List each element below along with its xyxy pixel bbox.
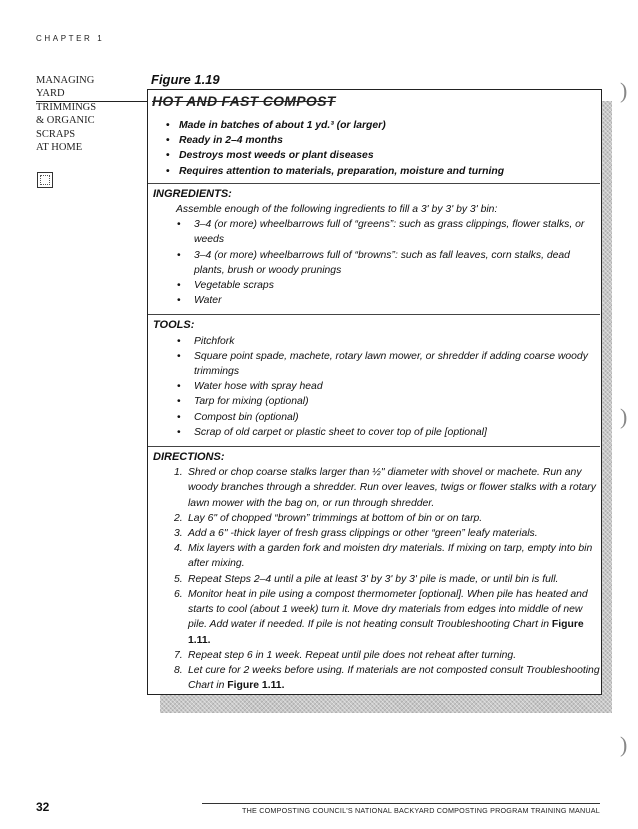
list-item: • Ready in 2–4 months xyxy=(148,133,600,148)
sidebar-line: TRIMMINGS xyxy=(36,101,97,113)
tools-heading: TOOLS: xyxy=(148,314,600,333)
sidebar-line: YARD xyxy=(36,88,65,100)
sidebar-line: MANAGING xyxy=(36,75,95,86)
list-item xyxy=(148,526,600,541)
list-item: • Requires attention to materials, preparation, moisture and turning xyxy=(148,164,600,179)
list-item xyxy=(148,648,600,663)
list-item: • Vegetable scraps xyxy=(148,278,600,293)
step-text: Monitor heat in pile using a compost thermometer [optional]. When pile has heated and starts to cool (about 1 week) turn it. Move dry materials from edges into middle of new pile. Add water if needed. If pile is not heating consult Troubleshooting Chart in xyxy=(188,588,588,631)
list-item: • 3–4 (or more) wheelbarrows full of “greens”: such as grass clippings, flower stalks, or weeds xyxy=(148,217,600,247)
figure-content xyxy=(148,118,600,693)
step-text: Mix layers with a garden fork and moisten dry materials. If mixing on tarp, empty into bin after mixing. xyxy=(188,543,593,570)
figure-label: Figure 1.19 xyxy=(151,72,220,87)
sidebar-line: SCRAPS xyxy=(36,128,76,140)
document-icon xyxy=(37,172,53,188)
step-text: Add a 6" -thick layer of fresh grass clippings or other “green” leafy materials. xyxy=(188,528,538,540)
list-item xyxy=(148,663,600,693)
ingredients-heading: INGREDIENTS: xyxy=(148,183,600,202)
list-item: • Destroys most weeds or plant diseases xyxy=(148,148,600,163)
sidebar-line: AT HOME xyxy=(36,142,83,154)
directions-heading: DIRECTIONS: xyxy=(148,446,600,465)
list-item: • Scrap of old carpet or plastic sheet to cover top of pile [optional] xyxy=(148,425,600,440)
step-number: 5. xyxy=(174,573,183,585)
page-footer: THE COMPOSTING COUNCIL'S NATIONAL BACKYARD COMPOSTING PROGRAM TRAINING MANUAL xyxy=(202,803,600,815)
chapter-header: CHAPTER 1 xyxy=(36,34,105,43)
step-number: 2. xyxy=(174,512,183,524)
list-item: • Compost bin (optional) xyxy=(148,410,600,425)
list-item xyxy=(148,541,600,571)
list-item: • Square point spade, machete, rotary lawn mower, or shredder if adding coarse woody trimmings xyxy=(148,349,600,379)
sidebar-line: & ORGANIC xyxy=(36,115,95,127)
figure-reference: Figure 1.11. xyxy=(188,619,584,646)
step-text: Shred or chop coarse stalks larger than ½" diameter with shovel or machete. Run any woody branches through a shredder. Run over leaves, twigs or flower stalks with a rotary lawn mower with the bag on, or run through shredder. xyxy=(188,467,596,509)
page-number: 32 xyxy=(36,800,50,814)
step-number: 6. xyxy=(174,588,183,600)
list-item: • Made in batches of about 1 yd.³ (or larger) xyxy=(148,118,600,133)
list-item xyxy=(148,465,600,511)
margin-mark: ) xyxy=(620,78,628,103)
sidebar-section-title xyxy=(36,74,126,154)
figure-box xyxy=(147,89,602,695)
step-number: 4. xyxy=(174,543,183,555)
figure-reference: Figure 1.11. xyxy=(227,680,285,692)
list-item: • Water xyxy=(148,293,600,308)
list-item xyxy=(148,572,600,587)
list-item: • Tarp for mixing (optional) xyxy=(148,394,600,409)
step-number: 7. xyxy=(174,649,183,661)
ingredients-list xyxy=(148,217,600,308)
tools-list xyxy=(148,334,600,440)
step-text: Repeat Steps 2–4 until a pile at least 3' by 3' by 3' pile is made, or until bin is full. xyxy=(188,573,559,585)
sidebar-divider xyxy=(36,101,152,102)
step-number: 1. xyxy=(174,467,183,479)
margin-mark: ) xyxy=(620,404,628,429)
list-item xyxy=(148,511,600,526)
list-item xyxy=(148,587,600,648)
ingredients-lead: Assemble enough of the following ingredients to fill a 3' by 3' by 3' bin: xyxy=(176,204,498,216)
margin-mark: ) xyxy=(620,732,628,757)
directions-list xyxy=(148,465,600,693)
list-item: • Pitchfork xyxy=(148,334,600,349)
intro-list xyxy=(148,118,600,179)
figure-title: HOT AND FAST COMPOST xyxy=(152,93,336,109)
step-text: Let cure for 2 weeks before using. If materials are not composted consult Troubleshooting Chart in xyxy=(188,664,600,692)
step-text: Lay 6" of chopped “brown” trimmings at bottom of bin or on tarp. xyxy=(188,512,483,524)
step-number: 8. xyxy=(174,664,183,676)
step-text: Repeat step 6 in 1 week. Repeat until pile does not reheat after turning. xyxy=(188,649,517,661)
list-item: • Water hose with spray head xyxy=(148,379,600,394)
step-number: 3. xyxy=(174,528,183,540)
list-item: • 3–4 (or more) wheelbarrows full of “browns”: such as fall leaves, corn stalks, dead plants, brush or woody prunings xyxy=(148,248,600,278)
